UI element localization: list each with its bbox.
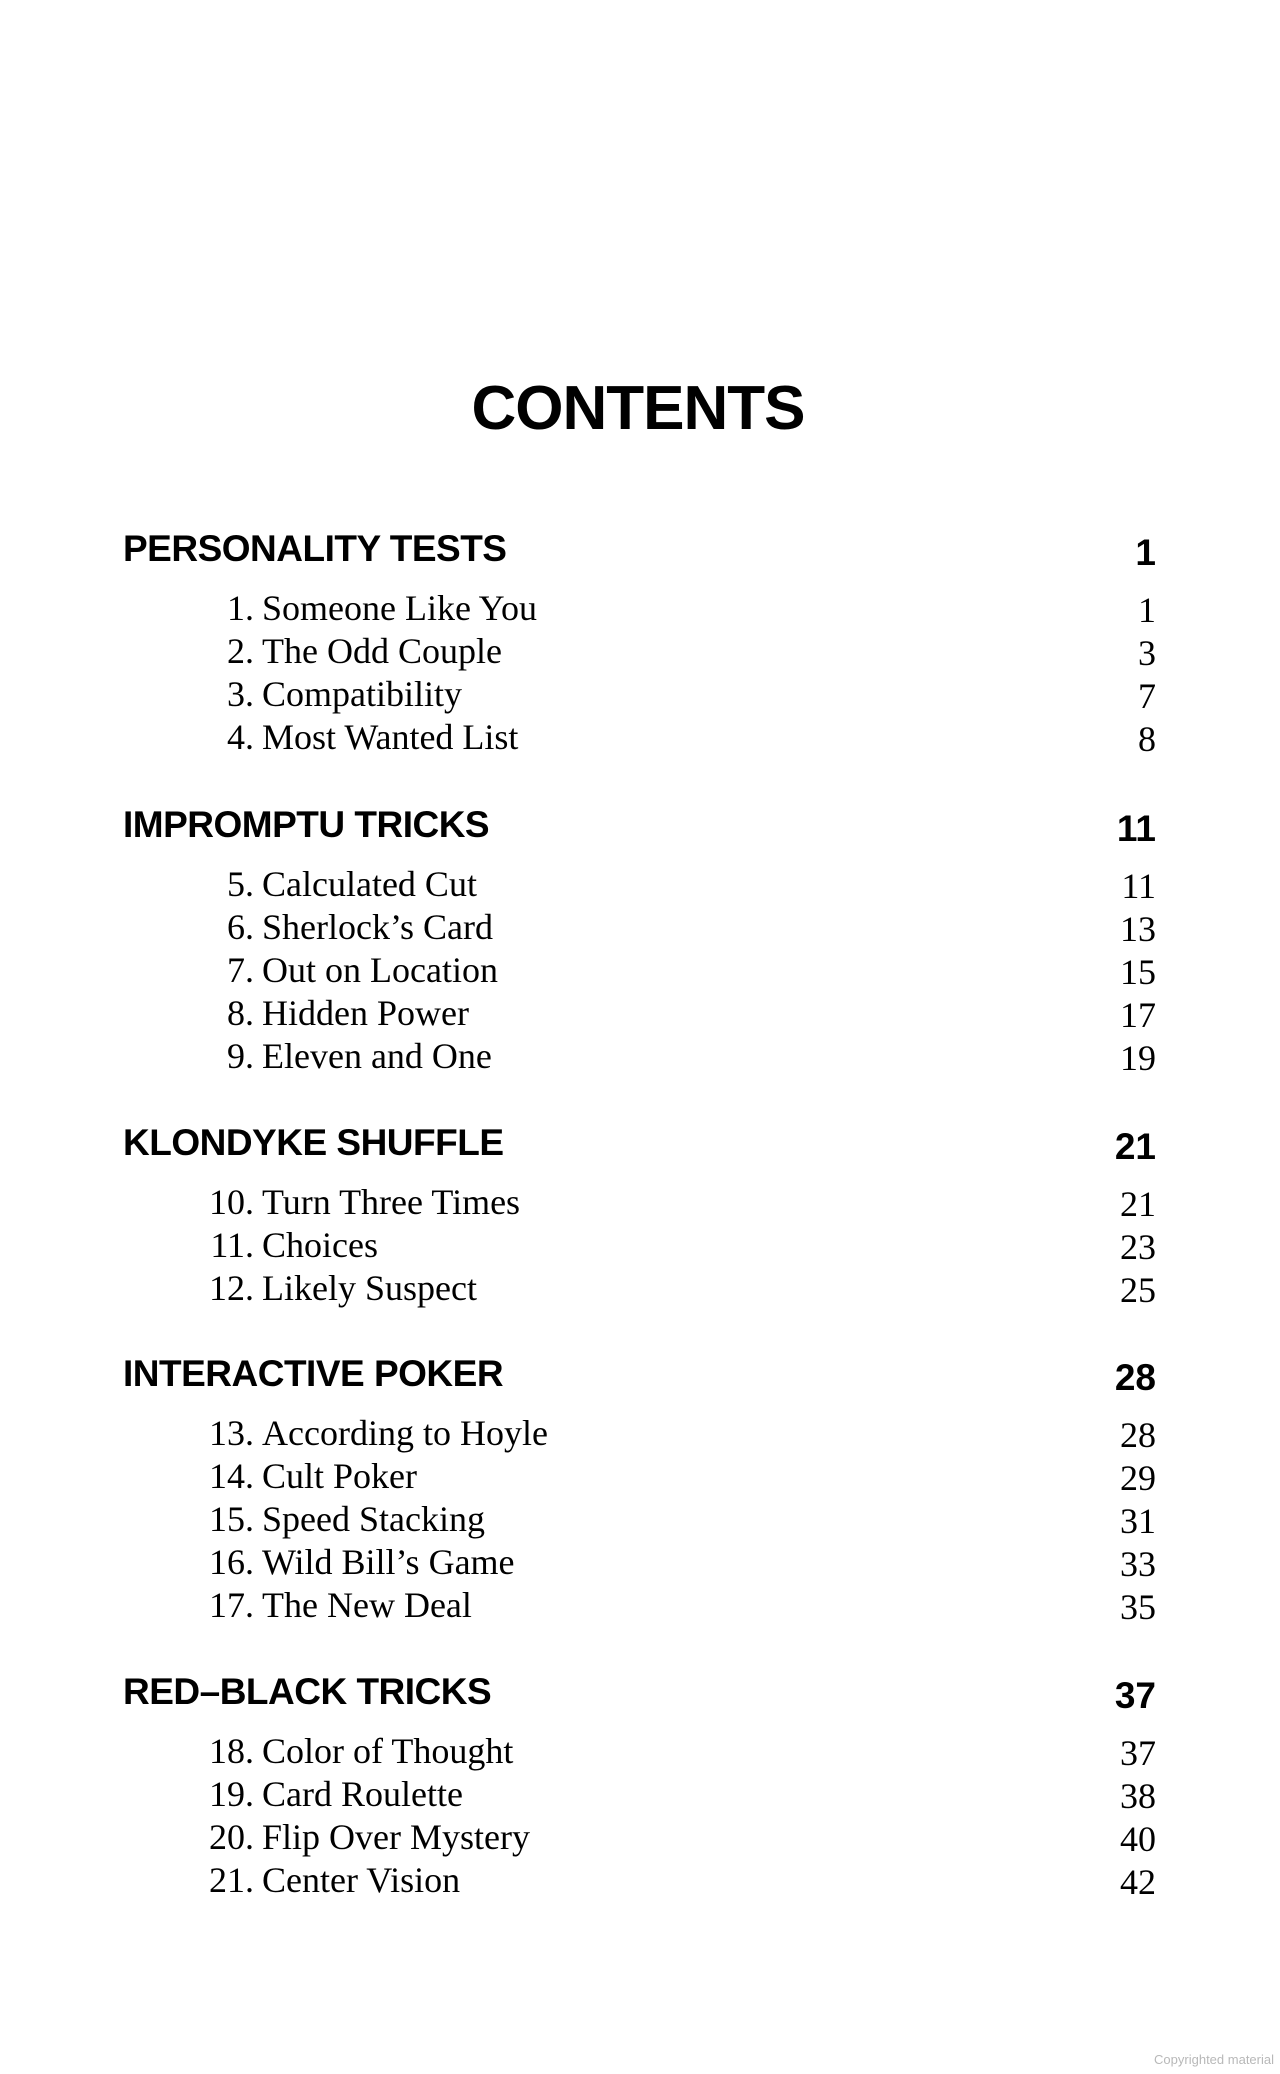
toc-entry bbox=[0, 1038, 1280, 1081]
entry-page-number: 17 bbox=[1120, 995, 1156, 1035]
section-title: INTERACTIVE POKER bbox=[123, 1353, 504, 1394]
entry-page-number: 37 bbox=[1120, 1733, 1156, 1773]
entry-number: 9. bbox=[227, 1036, 254, 1076]
entry-title: Likely Suspect bbox=[262, 1268, 477, 1308]
entry-number: 14. bbox=[209, 1456, 254, 1496]
entry-page-number: 35 bbox=[1120, 1587, 1156, 1627]
toc-section-personality-tests bbox=[0, 530, 1280, 762]
entry-title: Calculated Cut bbox=[262, 864, 477, 904]
entry-title: Cult Poker bbox=[262, 1456, 418, 1496]
entry-page-number: 38 bbox=[1120, 1776, 1156, 1816]
entry-page-number: 7 bbox=[1138, 676, 1156, 716]
entry-page-number: 42 bbox=[1120, 1862, 1156, 1902]
toc-entry bbox=[0, 1819, 1280, 1862]
entry-title: According to Hoyle bbox=[262, 1413, 548, 1453]
toc-entry bbox=[0, 995, 1280, 1038]
entry-number: 2. bbox=[227, 631, 254, 671]
toc-entry bbox=[0, 1776, 1280, 1819]
section-title: RED–BLACK TRICKS bbox=[123, 1671, 492, 1712]
entry-number: 18. bbox=[209, 1731, 254, 1771]
toc-section-red-black-tricks bbox=[0, 1673, 1280, 1905]
entry-page-number: 19 bbox=[1120, 1038, 1156, 1078]
entry-number: 19. bbox=[209, 1774, 254, 1814]
entry-page-number: 25 bbox=[1120, 1270, 1156, 1310]
section-heading bbox=[0, 806, 1280, 866]
section-heading bbox=[0, 1124, 1280, 1184]
section-title: PERSONALITY TESTS bbox=[123, 528, 507, 569]
entry-title: Someone Like You bbox=[262, 588, 538, 628]
entry-number: 21. bbox=[209, 1860, 254, 1900]
section-heading bbox=[0, 1673, 1280, 1733]
entry-number: 13. bbox=[209, 1413, 254, 1453]
entry-number: 3. bbox=[227, 674, 254, 714]
section-page-number: 11 bbox=[1116, 808, 1156, 849]
copyright-watermark: Copyrighted material bbox=[1154, 2052, 1274, 2067]
entry-page-number: 3 bbox=[1138, 633, 1156, 673]
toc-section-klondyke-shuffle bbox=[0, 1124, 1280, 1313]
entry-page-number: 29 bbox=[1120, 1458, 1156, 1498]
entry-title: Sherlock’s Card bbox=[262, 907, 493, 947]
entry-number: 16. bbox=[209, 1542, 254, 1582]
page-title: CONTENTS bbox=[471, 374, 805, 443]
entry-number: 1. bbox=[227, 588, 254, 628]
entry-number: 8. bbox=[227, 993, 254, 1033]
section-heading bbox=[0, 530, 1280, 590]
entry-number: 6. bbox=[227, 907, 254, 947]
section-heading bbox=[0, 1355, 1280, 1415]
toc-entry bbox=[0, 676, 1280, 719]
section-page-number: 28 bbox=[1114, 1357, 1156, 1398]
entry-number: 7. bbox=[227, 950, 254, 990]
entry-title: Card Roulette bbox=[262, 1774, 463, 1814]
entry-page-number: 13 bbox=[1120, 909, 1156, 949]
section-title: KLONDYKE SHUFFLE bbox=[123, 1122, 504, 1163]
entry-number: 10. bbox=[209, 1182, 254, 1222]
toc-entry bbox=[0, 1227, 1280, 1270]
entry-page-number: 15 bbox=[1120, 952, 1156, 992]
toc-entry bbox=[0, 1458, 1280, 1501]
entry-page-number: 1 bbox=[1138, 590, 1156, 630]
entry-page-number: 33 bbox=[1120, 1544, 1156, 1584]
entry-page-number: 31 bbox=[1120, 1501, 1156, 1541]
entry-title: Center Vision bbox=[262, 1860, 461, 1900]
entry-page-number: 11 bbox=[1121, 866, 1156, 906]
entry-page-number: 40 bbox=[1120, 1819, 1156, 1859]
entry-number: 5. bbox=[227, 864, 254, 904]
toc-entry bbox=[0, 909, 1280, 952]
toc-entry bbox=[0, 590, 1280, 633]
entry-title: Flip Over Mystery bbox=[262, 1817, 530, 1857]
entry-title: Compatibility bbox=[262, 674, 463, 714]
toc-entry bbox=[0, 1733, 1280, 1776]
toc-entry bbox=[0, 952, 1280, 995]
entry-page-number: 21 bbox=[1120, 1184, 1156, 1224]
entry-number: 4. bbox=[227, 717, 254, 757]
entry-number: 20. bbox=[209, 1817, 254, 1857]
entry-title: Hidden Power bbox=[262, 993, 469, 1033]
entry-number: 11. bbox=[210, 1225, 254, 1265]
toc-section-interactive-poker bbox=[0, 1355, 1280, 1630]
entry-title: Eleven and One bbox=[262, 1036, 492, 1076]
section-title: IMPROMPTU TRICKS bbox=[123, 804, 490, 845]
toc-section-impromptu-tricks bbox=[0, 806, 1280, 1081]
section-page-number: 1 bbox=[1135, 532, 1156, 573]
entry-title: Color of Thought bbox=[262, 1731, 514, 1771]
entry-title: Turn Three Times bbox=[262, 1182, 521, 1222]
entry-page-number: 8 bbox=[1138, 719, 1156, 759]
entry-title: Out on Location bbox=[262, 950, 498, 990]
entry-title: Choices bbox=[262, 1225, 378, 1265]
toc-entry bbox=[0, 1270, 1280, 1313]
entry-title: The New Deal bbox=[262, 1585, 472, 1625]
entry-title: The Odd Couple bbox=[262, 631, 502, 671]
toc-entry bbox=[0, 866, 1280, 909]
section-page-number: 37 bbox=[1114, 1675, 1156, 1716]
entry-title: Speed Stacking bbox=[262, 1499, 485, 1539]
toc-entry bbox=[0, 719, 1280, 762]
entry-title: Most Wanted List bbox=[262, 717, 519, 757]
entry-number: 15. bbox=[209, 1499, 254, 1539]
entry-title: Wild Bill’s Game bbox=[262, 1542, 515, 1582]
toc-entry bbox=[0, 1862, 1280, 1905]
entry-page-number: 28 bbox=[1120, 1415, 1156, 1455]
section-page-number: 21 bbox=[1114, 1126, 1156, 1167]
toc-entry bbox=[0, 1544, 1280, 1587]
toc-entry bbox=[0, 1501, 1280, 1544]
entry-number: 17. bbox=[209, 1585, 254, 1625]
entry-page-number: 23 bbox=[1120, 1227, 1156, 1267]
entry-number: 12. bbox=[209, 1268, 254, 1308]
toc-entry bbox=[0, 1184, 1280, 1227]
toc-entry bbox=[0, 1587, 1280, 1630]
toc-entry bbox=[0, 1415, 1280, 1458]
toc-entry bbox=[0, 633, 1280, 676]
